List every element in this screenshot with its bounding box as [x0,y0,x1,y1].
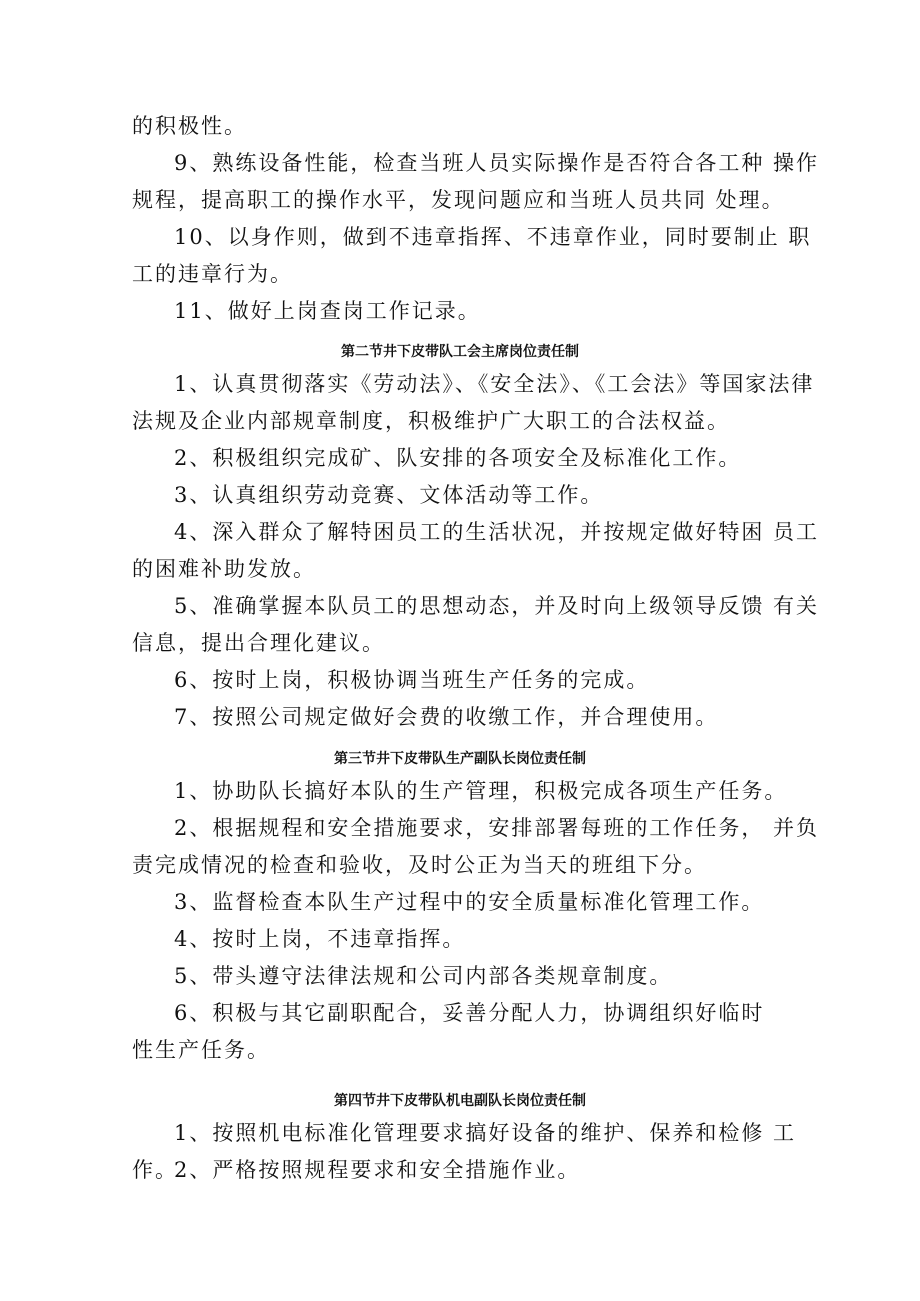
section-2-item-1: 1、认真贯彻落实《劳动法》、《安全法》、《工会法》等国家法律法规及企业内部规章制度，积极维护广大职工的合法权益。 [132,372,815,433]
section-3-item-4: 4、按时上岗，不违章指挥。 [174,927,466,951]
section-3-title: 第三节井下皮带队生产副队长岗位责任制 [334,751,586,767]
section-3-item-1: 1、协助队长搞好本队的生产管理，积极完成各项生产任务。 [174,779,788,803]
section-2-item-5: 5、准确掌握本队员工的思想动态，并及时向上级领导反馈 有关信息，提出合理化建议。 [132,594,820,655]
section-4-item-2: 2、严格按照规程要求和安全措施作业。 [174,1158,581,1182]
section-3-item-6-continuation: 性生产任务。 [132,1038,270,1062]
section-2-title: 第二节井下皮带队工会主席岗位责任制 [341,344,579,360]
intro-item-9: 9、熟练设备性能，检查当班人员实际操作是否符合各工种 操作规程，提高职工的操作水平，发现问题应和当班人员共同 处理。 [132,151,820,212]
section-3-item-5: 5、带头遵守法律法规和公司内部各类规章制度。 [174,964,673,988]
section-2-item-2: 2、积极组织完成矿、队安排的各项安全及标准化工作。 [174,446,742,470]
section-4-title: 第四节井下皮带队机电副队长岗位责任制 [334,1093,586,1109]
section-4-item-1: 1、按照机电标准化管理要求搞好设备的维护、保养和检修 工作。 [132,1121,797,1182]
section-2-item-6: 6、按时上岗，积极协调当班生产任务的完成。 [174,668,650,692]
intro-item-11: 11、做好上岗查岗工作记录。 [174,299,481,323]
section-3-item-2: 2、根据规程和安全措施要求，安排部署每班的工作任务， 并负责完成情况的检查和验收，及时公正为当天的班组下分。 [132,816,820,877]
section-3-item-6: 6、积极与其它副职配合，妥善分配人力，协调组织好临时 [174,1001,765,1025]
section-2-item-3: 3、认真组织劳动竞赛、文体活动等工作。 [174,483,604,507]
intro-item-10: 10、以身作则，做到不违章指挥、不违章作业，同时要制止 职工的违章行为。 [132,225,812,286]
section-3-item-3: 3、监督检查本队生产过程中的安全质量标准化管理工作。 [174,890,765,914]
section-2-item-4: 4、深入群众了解特困员工的生活状况，并按规定做好特困 员工的困难补助发放。 [132,520,820,581]
section-2-item-7: 7、按照公司规定做好会费的收缴工作，并合理使用。 [174,705,719,729]
intro-tail: 的积极性。 [132,114,247,138]
